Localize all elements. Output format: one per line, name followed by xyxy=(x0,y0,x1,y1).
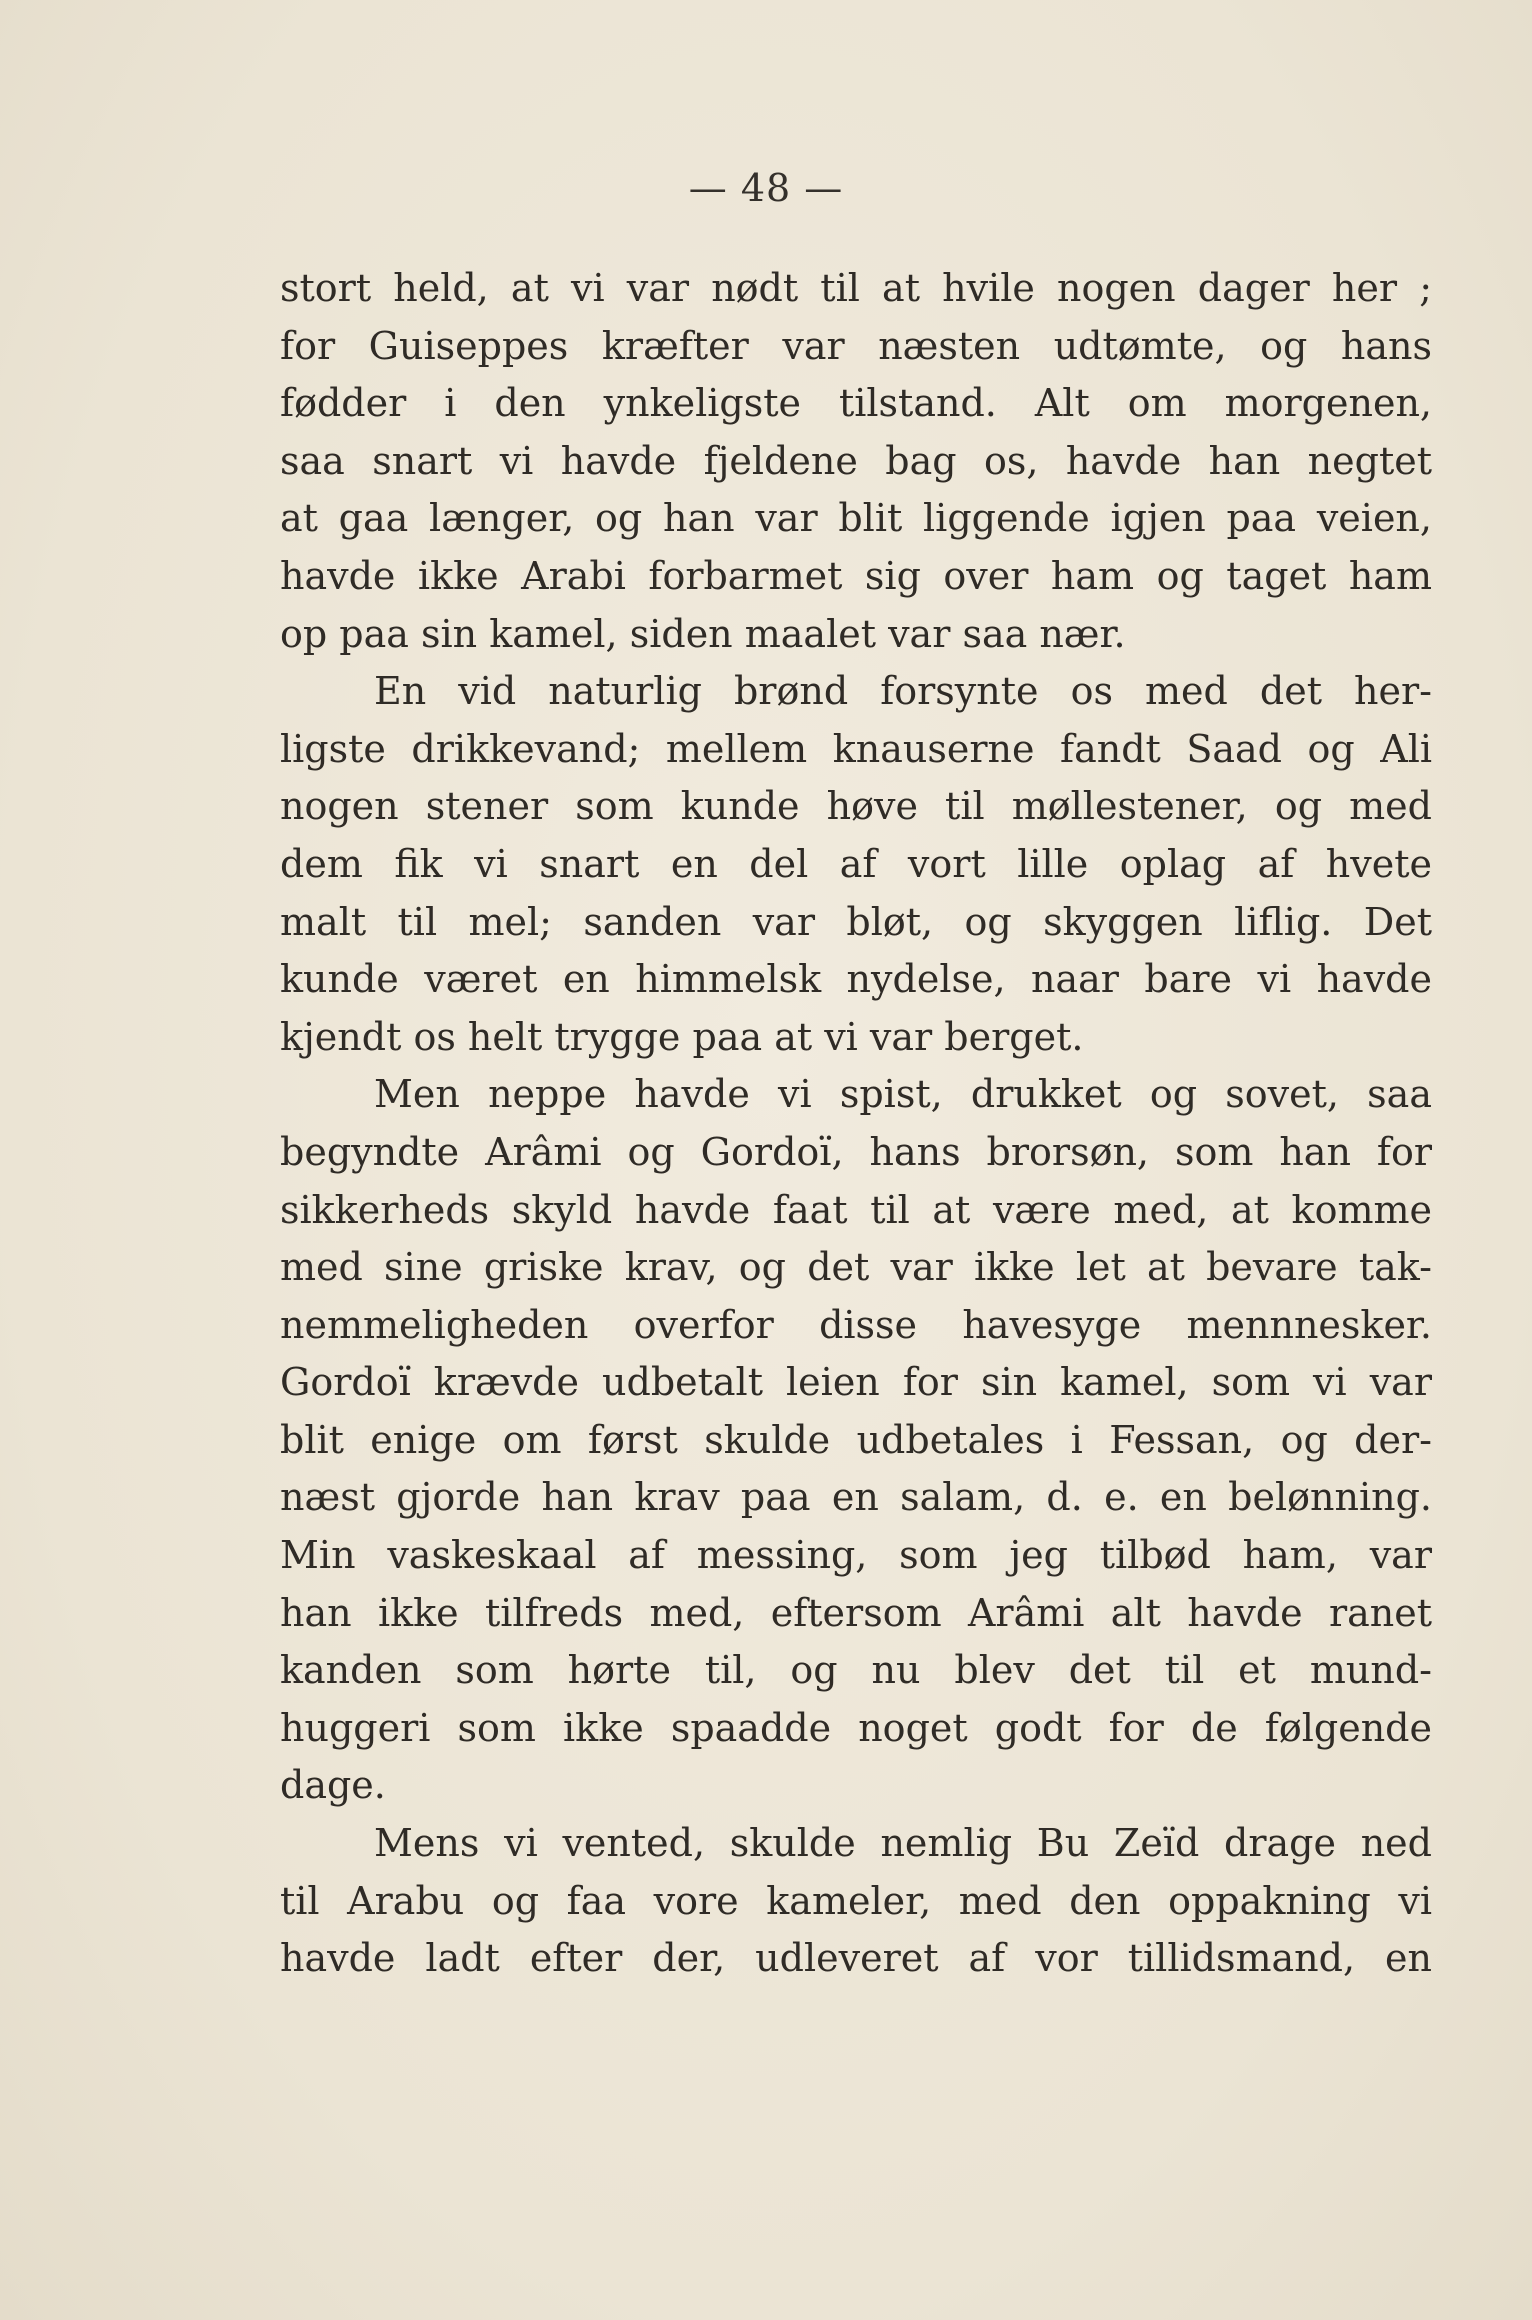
text-line: blit enige om først skulde udbetales i Fessan, og der- xyxy=(280,1417,1432,1462)
page-number: — 48 — xyxy=(688,166,844,210)
text-line: Gordoï krævde udbetalt leien for sin kamel, som vi var xyxy=(280,1360,1432,1405)
text-line: begyndte Arâmi og Gordoï, hans brorsøn, som han for xyxy=(280,1129,1432,1174)
text-line: fødder i den ynkeligste tilstand. Alt om morgenen, xyxy=(280,381,1432,426)
text-line: han ikke tilfreds med, eftersom Arâmi alt havde ranet xyxy=(280,1590,1432,1635)
text-line: sikkerheds skyld havde faat til at være med, at komme xyxy=(280,1187,1432,1232)
text-line: En vid naturlig brønd forsynte os med det her- xyxy=(374,669,1432,714)
text-line: op paa sin kamel, siden maalet var saa nær. xyxy=(280,611,1126,656)
text-line: Men neppe havde vi spist, drukket og sovet, saa xyxy=(374,1072,1432,1117)
text-line: kanden som hørte til, og nu blev det til et mund- xyxy=(280,1648,1432,1693)
body-text xyxy=(280,260,1432,1988)
text-line: ligste drikkevand; mellem knauserne fandt Saad og Ali xyxy=(280,726,1432,771)
text-line: dage. xyxy=(280,1763,386,1808)
text-line: kjendt os helt trygge paa at vi var berget. xyxy=(280,1014,1084,1059)
text-line: Mens vi vented, skulde nemlig Bu Zeïd drage ned xyxy=(374,1821,1432,1866)
text-line: for Guiseppes kræfter var næsten udtømte, og hans xyxy=(280,323,1432,368)
text-line: havde ikke Arabi forbarmet sig over ham og taget ham xyxy=(280,553,1432,598)
text-line: med sine griske krav, og det var ikke let at bevare tak- xyxy=(280,1245,1432,1290)
text-line: kunde været en himmelsk nydelse, naar bare vi havde xyxy=(280,957,1432,1002)
text-line: at gaa længer, og han var blit liggende igjen paa veien, xyxy=(280,496,1432,541)
text-line: nogen stener som kunde høve til møllestener, og med xyxy=(280,784,1432,829)
text-line: saa snart vi havde fjeldene bag os, havde han negtet xyxy=(280,438,1432,483)
text-line: Min vaskeskaal af messing, som jeg tilbød ham, var xyxy=(280,1533,1432,1578)
text-line: næst gjorde han krav paa en salam, d. e. en belønning. xyxy=(280,1475,1432,1520)
text-line: havde ladt efter der, udleveret af vor tillidsmand, en xyxy=(280,1936,1432,1981)
text-line: stort held, at vi var nødt til at hvile nogen dager her ; xyxy=(280,266,1432,310)
text-line: til Arabu og faa vore kameler, med den oppakning vi xyxy=(280,1878,1432,1923)
text-line: nemmeligheden overfor disse havesyge mennnesker. xyxy=(280,1302,1432,1347)
text-line: dem fik vi snart en del af vort lille oplag af hvete xyxy=(280,841,1432,886)
text-line: huggeri som ikke spaadde noget godt for de følgende xyxy=(280,1705,1432,1750)
text-line: malt til mel; sanden var bløt, og skyggen liflig. Det xyxy=(280,899,1432,944)
